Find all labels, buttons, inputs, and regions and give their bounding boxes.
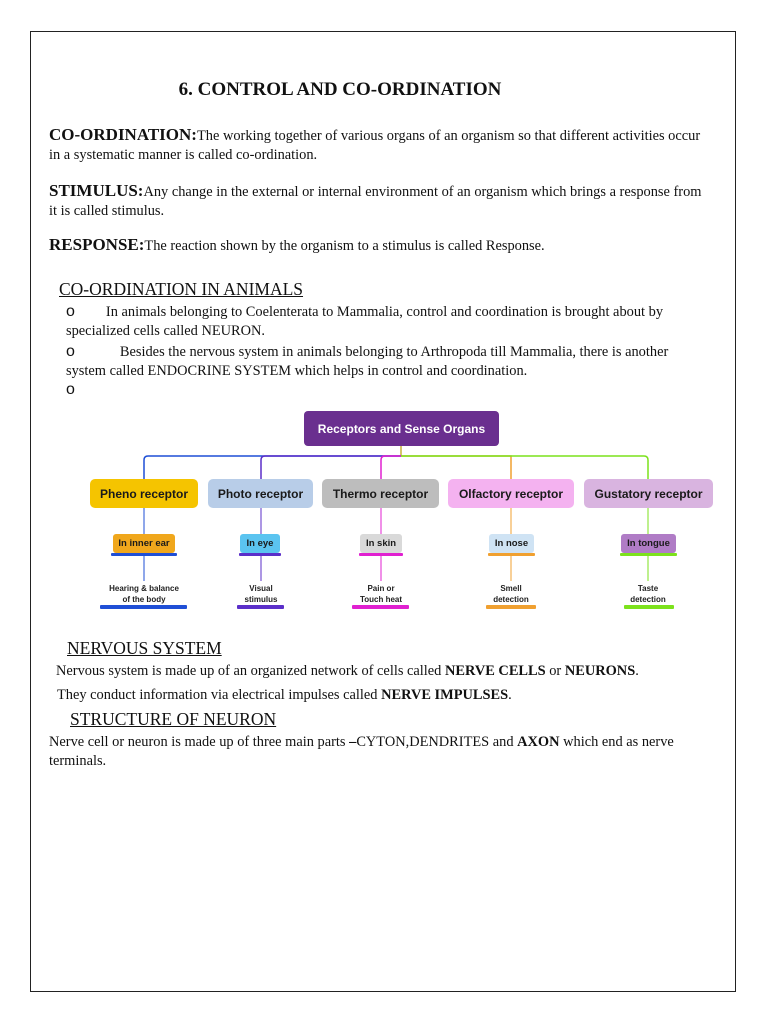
- function-label-smell: [476, 583, 546, 605]
- page-title: 6. CONTROL AND CO-ORDINATION: [178, 79, 502, 100]
- definition-term: CO-ORDINATION:: [49, 125, 197, 144]
- section-heading-nervous: NERVOUS SYSTEM: [67, 638, 222, 658]
- location-underline: [620, 553, 677, 556]
- location-underline: [239, 553, 281, 556]
- bullet-marker: o: [66, 381, 75, 398]
- function-label-hearing: [94, 583, 194, 605]
- function-line: of the body: [122, 595, 166, 604]
- function-line: detection: [493, 595, 529, 604]
- location-underline: [488, 553, 535, 556]
- section-heading-animals: CO-ORDINATION IN ANIMALS: [59, 279, 304, 299]
- bullet-text: Besides the nervous system in animals belonging to Arthropoda till Mammalia, there is another system called ENDOCRINE SYSTEM which helps in control and coordination.: [66, 344, 669, 379]
- definition-response: [49, 235, 709, 256]
- receptor-node-gustatory: Gustatory receptor: [584, 479, 713, 508]
- text: CYTON,DENDRITES and: [356, 734, 518, 750]
- receptor-node-pheno: Pheno receptor: [90, 479, 198, 508]
- function-underline: [237, 605, 284, 609]
- definition-term: RESPONSE:: [49, 235, 145, 254]
- definition-text: Any change in the external or internal environment of an organism which brings a response from it is called stimulus.: [49, 184, 702, 219]
- definition-text: The working together of various organs of an organism so that different activities occur in a systematic manner is called co-ordination.: [49, 128, 701, 163]
- nervous-line-2: [57, 686, 717, 705]
- bold-term: NERVE CELLS: [444, 663, 546, 679]
- definition-term: STIMULUS:: [49, 181, 144, 200]
- text: which end as nerve terminals.: [49, 734, 674, 769]
- function-line: stimulus: [244, 595, 278, 604]
- text: Nervous system is made up of an organized network of cells called: [56, 663, 445, 679]
- function-label-taste: [613, 583, 683, 605]
- bullet-item: [66, 342, 706, 381]
- bullet-item-empty: [66, 380, 75, 400]
- definition-coordination: [49, 125, 709, 165]
- receptor-node-thermo: Thermo receptor: [322, 479, 439, 508]
- text: or: [545, 663, 565, 679]
- function-line: detection: [630, 595, 666, 604]
- function-label-visual: [226, 583, 296, 605]
- location-node-inner-ear: In inner ear: [113, 534, 175, 553]
- text: They conduct information via electrical impulses called: [57, 687, 382, 703]
- function-underline: [624, 605, 674, 609]
- receptors-diagram: [80, 406, 720, 616]
- function-line: Pain or: [367, 584, 395, 593]
- diagram-root-node: Receptors and Sense Organs: [304, 411, 499, 446]
- receptor-node-olfactory: Olfactory receptor: [448, 479, 574, 508]
- receptor-node-photo: Photo receptor: [208, 479, 313, 508]
- location-underline: [359, 553, 403, 556]
- location-node-eye: In eye: [240, 534, 280, 553]
- function-underline: [100, 605, 187, 609]
- bullet-text: In animals belonging to Coelenterata to Mammalia, control and coordination is brought about by specialized cells called NEURON.: [66, 304, 664, 339]
- location-underline: [111, 553, 177, 556]
- text: .: [635, 663, 639, 679]
- function-underline: [352, 605, 409, 609]
- nervous-line-1: [56, 662, 716, 681]
- function-line: Visual: [249, 584, 273, 593]
- bullet-marker: o: [66, 303, 75, 320]
- text: Nerve cell or neuron is made up of three main parts: [49, 734, 350, 750]
- bold-term: NERVE IMPULSES: [381, 687, 509, 703]
- function-underline: [486, 605, 536, 609]
- location-node-nose: In nose: [489, 534, 534, 553]
- dash: –: [349, 734, 357, 750]
- function-line: Hearing & balance: [109, 584, 179, 593]
- location-node-skin: In skin: [360, 534, 402, 553]
- bullet-marker: o: [66, 343, 75, 360]
- function-label-pain: [346, 583, 416, 605]
- bold-term: NEURONS: [564, 663, 636, 679]
- function-line: Taste: [637, 584, 659, 593]
- text: .: [508, 687, 512, 703]
- section-heading-neuron: STRUCTURE OF NEURON: [70, 709, 277, 729]
- location-node-tongue: In tongue: [621, 534, 676, 553]
- function-line: Smell: [500, 584, 522, 593]
- neuron-paragraph: [49, 733, 689, 771]
- function-line: Touch heat: [359, 595, 403, 604]
- bold-term: AXON: [517, 734, 560, 750]
- definition-stimulus: [49, 181, 709, 221]
- bullet-item: [66, 302, 706, 341]
- definition-text: The reaction shown by the organism to a stimulus is called Response.: [144, 238, 545, 254]
